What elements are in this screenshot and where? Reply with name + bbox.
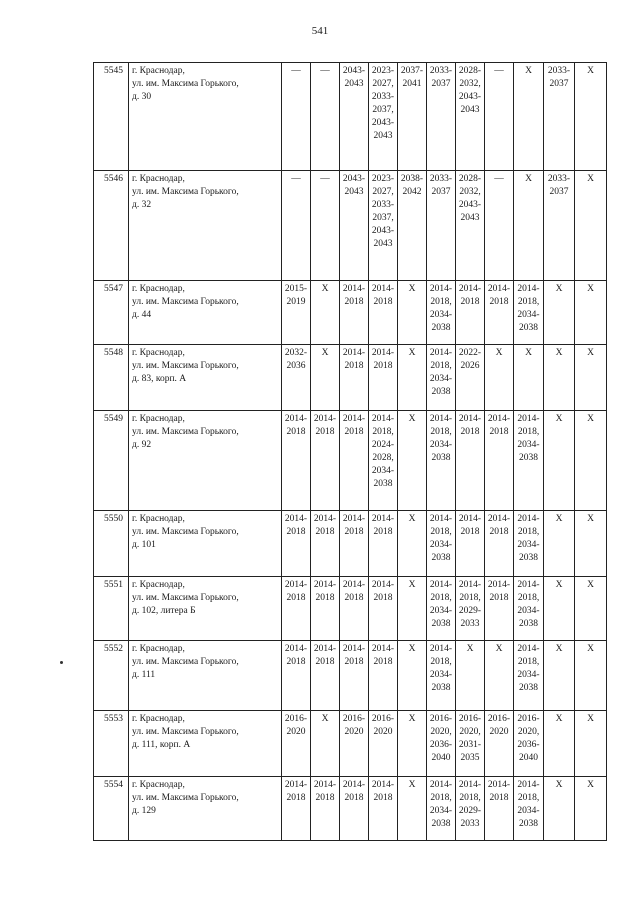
address-cell: г. Краснодар, ул. им. Максима Горького, д. 129 [129,777,282,841]
table-row [94,711,607,777]
period-cell: 2014- 2018 [369,345,398,411]
period-cell: X [544,777,575,841]
period-cell: 2028- 2032, 2043- 2043 [456,63,485,171]
period-cell: 2014- 2018, 2024- 2028, 2034- 2038 [369,411,398,511]
page-number: 541 [311,25,329,37]
period-cell: 2014- 2018, 2029- 2033 [456,777,485,841]
period-cell: 2014- 2018, 2034- 2038 [514,777,544,841]
period-cell: X [311,345,340,411]
row-number: 5553 [94,711,129,777]
period-cell: X [575,711,607,777]
period-cell: 2016- 2020 [282,711,311,777]
period-cell: X [575,411,607,511]
period-cell: 2033- 2037 [427,171,456,281]
period-cell: 2014- 2018, 2034- 2038 [514,411,544,511]
table-row [94,411,607,511]
address-cell: г. Краснодар, ул. им. Максима Горького, д. 101 [129,511,282,577]
period-cell: 2014- 2018 [456,281,485,345]
period-cell: X [575,577,607,641]
period-cell: X [514,171,544,281]
row-number: 5554 [94,777,129,841]
period-cell: 2014- 2018 [369,281,398,345]
period-cell: 2014- 2018 [340,511,369,577]
period-cell: 2014- 2018 [369,641,398,711]
period-cell: 2014- 2018 [340,281,369,345]
period-cell: 2016- 2020 [369,711,398,777]
period-cell: 2014- 2018 [369,577,398,641]
row-number: 5547 [94,281,129,345]
period-cell: X [398,711,427,777]
address-cell: г. Краснодар, ул. им. Максима Горького, д. 111, корп. А [129,711,282,777]
period-cell: X [544,511,575,577]
period-cell: — [311,171,340,281]
period-cell: 2037- 2041 [398,63,427,171]
period-cell: X [544,411,575,511]
period-cell: 2016- 2020, 2036- 2040 [514,711,544,777]
period-cell: 2014- 2018 [456,511,485,577]
period-cell: X [456,641,485,711]
period-cell: X [575,777,607,841]
period-cell: — [282,171,311,281]
period-cell: X [311,711,340,777]
period-cell: X [575,345,607,411]
address-cell: г. Краснодар, ул. им. Максима Горького, д. 111 [129,641,282,711]
period-cell: 2014- 2018, 2034- 2038 [427,511,456,577]
row-number: 5551 [94,577,129,641]
period-cell: 2014- 2018 [311,411,340,511]
period-cell: 2033- 2037 [544,63,575,171]
period-cell: — [485,171,514,281]
period-cell: 2014- 2018, 2034- 2038 [427,777,456,841]
period-cell: 2014- 2018, 2029- 2033 [456,577,485,641]
period-cell: X [575,171,607,281]
period-cell: 2014- 2018 [485,281,514,345]
table-row [94,345,607,411]
period-cell: 2014- 2018 [340,411,369,511]
period-cell: X [575,281,607,345]
table-row [94,63,607,171]
period-cell: 2014- 2018 [369,511,398,577]
period-cell: X [514,63,544,171]
period-cell: 2014- 2018 [369,777,398,841]
period-cell: X [398,777,427,841]
period-cell: X [575,641,607,711]
period-cell: 2014- 2018, 2034- 2038 [427,411,456,511]
period-cell: X [514,345,544,411]
period-cell: 2014- 2018, 2034- 2038 [427,281,456,345]
period-cell: 2014- 2018, 2034- 2038 [514,281,544,345]
period-cell: 2014- 2018 [311,777,340,841]
period-cell: 2033- 2037 [427,63,456,171]
period-cell: — [311,63,340,171]
period-cell: X [311,281,340,345]
period-cell: X [485,641,514,711]
period-cell: 2014- 2018 [282,777,311,841]
period-cell: 2014- 2018 [485,411,514,511]
period-cell: 2014- 2018 [282,577,311,641]
period-cell: 2023- 2027, 2033- 2037, 2043- 2043 [369,63,398,171]
period-cell: X [398,345,427,411]
row-number: 5549 [94,411,129,511]
period-cell: 2032- 2036 [282,345,311,411]
period-cell: 2014- 2018 [485,511,514,577]
period-cell: X [544,281,575,345]
row-number: 5550 [94,511,129,577]
period-cell: 2016- 2020, 2031- 2035 [456,711,485,777]
period-cell: X [575,511,607,577]
table-row [94,641,607,711]
period-cell: X [398,411,427,511]
table-row [94,281,607,345]
row-number: 5545 [94,63,129,171]
period-cell: 2043- 2043 [340,171,369,281]
period-cell: 2014- 2018, 2034- 2038 [514,511,544,577]
address-cell: г. Краснодар, ул. им. Максима Горького, д. 44 [129,281,282,345]
period-cell: 2014- 2018 [311,641,340,711]
repair-schedule-table [93,62,607,841]
period-cell: 2014- 2018, 2034- 2038 [514,641,544,711]
period-cell: 2014- 2018, 2034- 2038 [427,577,456,641]
period-cell: 2014- 2018 [282,511,311,577]
table-row [94,171,607,281]
period-cell: 2014- 2018 [340,577,369,641]
scan-dot-mark [60,661,63,664]
row-number: 5548 [94,345,129,411]
table-row [94,511,607,577]
period-cell: 2023- 2027, 2033- 2037, 2043- 2043 [369,171,398,281]
period-cell: 2015- 2019 [282,281,311,345]
period-cell: 2022- 2026 [456,345,485,411]
period-cell: 2014- 2018, 2034- 2038 [427,345,456,411]
period-cell: X [398,281,427,345]
address-cell: г. Краснодар, ул. им. Максима Горького, д. 30 [129,63,282,171]
period-cell: 2014- 2018 [456,411,485,511]
period-cell: 2028- 2032, 2043- 2043 [456,171,485,281]
period-cell: 2014- 2018 [485,577,514,641]
address-cell: г. Краснодар, ул. им. Максима Горького, д. 32 [129,171,282,281]
period-cell: 2014- 2018 [311,511,340,577]
period-cell: X [398,511,427,577]
period-cell: 2014- 2018 [282,411,311,511]
period-cell: — [485,63,514,171]
period-cell: 2043- 2043 [340,63,369,171]
period-cell: X [544,641,575,711]
period-cell: 2014- 2018 [311,577,340,641]
period-cell: 2014- 2018 [340,345,369,411]
period-cell: 2014- 2018 [282,641,311,711]
period-cell: X [398,577,427,641]
period-cell: 2016- 2020, 2036- 2040 [427,711,456,777]
table-row [94,777,607,841]
period-cell: X [544,577,575,641]
schedule-table-container [93,62,606,841]
address-cell: г. Краснодар, ул. им. Максима Горького, д. 102, литера Б [129,577,282,641]
address-cell: г. Краснодар, ул. им. Максима Горького, д. 83, корп. А [129,345,282,411]
address-cell: г. Краснодар, ул. им. Максима Горького, д. 92 [129,411,282,511]
period-cell: X [544,345,575,411]
period-cell: 2038- 2042 [398,171,427,281]
row-number: 5552 [94,641,129,711]
period-cell: X [398,641,427,711]
period-cell: 2014- 2018, 2034- 2038 [514,577,544,641]
period-cell: 2016- 2020 [340,711,369,777]
row-number: 5546 [94,171,129,281]
period-cell: 2016- 2020 [485,711,514,777]
table-row [94,577,607,641]
period-cell: X [544,711,575,777]
period-cell: X [485,345,514,411]
period-cell: — [282,63,311,171]
period-cell: X [575,63,607,171]
period-cell: 2033- 2037 [544,171,575,281]
period-cell: 2014- 2018 [340,641,369,711]
period-cell: 2014- 2018 [485,777,514,841]
period-cell: 2014- 2018 [340,777,369,841]
period-cell: 2014- 2018, 2034- 2038 [427,641,456,711]
